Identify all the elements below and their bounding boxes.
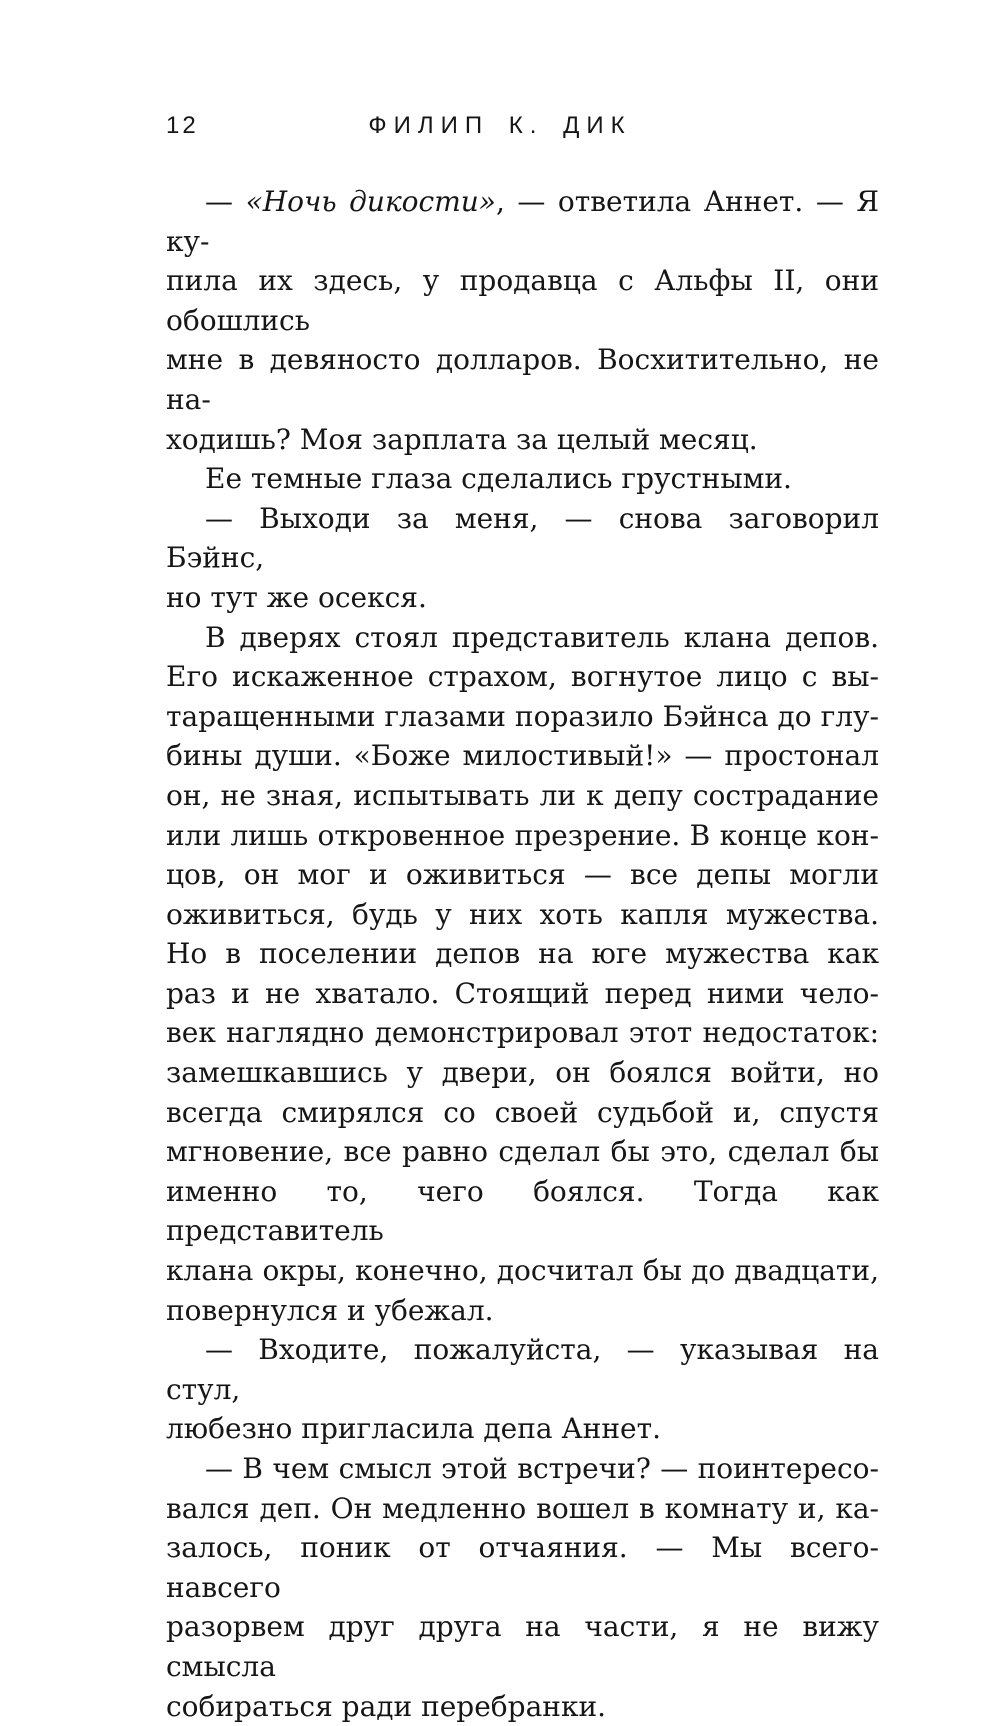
text-line <box>166 261 879 340</box>
text-segment: замешкавшись у двери, он боялся войти, но <box>166 1056 879 1090</box>
paragraph <box>166 618 879 1331</box>
text-segment: , — ответила Аннет. — Я ку- <box>166 185 879 258</box>
text-line <box>166 1489 879 1529</box>
text-segment: клана окры, конечно, досчитал бы до двадцати, <box>166 1254 879 1288</box>
text-segment: залось, поник от отчаяния. — Мы всего-навсего <box>166 1531 879 1604</box>
text-segment: или лишь откровенное презрение. В конце кон- <box>166 818 879 852</box>
text-segment: Его искаженное страхом, вогнутое лицо с вы- <box>166 660 879 694</box>
text-segment: но тут же осекся. <box>166 580 427 614</box>
paragraph <box>166 499 879 618</box>
text-segment: он, не зная, испытывать ли к депу сострадание <box>166 778 879 812</box>
text-segment: — В чем смысл этой встречи? — поинтересо- <box>205 1452 879 1485</box>
text-line <box>166 1172 879 1251</box>
text-segment: Ее темные глаза сделались грустными. <box>205 462 792 496</box>
text-segment: цов, он мог и оживиться — все депы могли <box>166 858 879 892</box>
text-line <box>166 1053 879 1093</box>
text-segment: таращенными глазами поразило Бэйнса до глу- <box>166 699 879 733</box>
paragraph <box>166 1449 879 1726</box>
text-segment: пила их здесь, у продавца с Альфы II, они обошлись <box>166 264 879 337</box>
text-segment: — Входите, пожалуйста, — указывая на стул, <box>166 1333 879 1406</box>
text-segment: В дверях стоял представитель клана депов. <box>205 620 879 654</box>
text-segment: собираться ради перебранки. <box>166 1689 607 1723</box>
text-segment: любезно пригласила депа Аннет. <box>166 1412 661 1446</box>
text-line <box>166 1687 879 1726</box>
text-segment: мгновение, все равно сделал бы это, сделал бы <box>166 1135 879 1169</box>
text-line <box>166 657 879 697</box>
paragraph <box>166 1330 879 1449</box>
text-line <box>166 974 879 1014</box>
text-line <box>166 776 879 816</box>
text-line <box>166 697 879 737</box>
page-number: 12 <box>166 112 199 139</box>
text-block <box>166 182 879 1726</box>
text-line <box>166 1449 879 1489</box>
text-segment: ходишь? Моя зарплата за целый месяц. <box>166 422 758 456</box>
text-segment: Но в поселении депов на юге мужества как <box>166 937 879 971</box>
text-line <box>166 934 879 974</box>
text-line <box>166 855 879 895</box>
text-line <box>166 1251 879 1291</box>
text-segment: раз и не хватало. Стоящий перед ними чело- <box>166 976 879 1010</box>
text-line <box>166 1291 879 1331</box>
text-segment: век наглядно демонстрировал этот недостаток: <box>166 1016 879 1050</box>
paragraph <box>166 459 879 499</box>
text-line <box>166 499 879 578</box>
text-line <box>166 895 879 935</box>
text-line <box>166 1330 879 1409</box>
text-line <box>166 1607 879 1686</box>
text-segment: повернулся и убежал. <box>166 1293 494 1327</box>
text-segment: вался деп. Он медленно вошел в комнату и, ка- <box>166 1491 879 1525</box>
text-segment: — Выходи за меня, — снова заговорил Бэйнс, <box>166 501 879 575</box>
text-segment: именно то, чего боялся. Тогда как представитель <box>166 1174 879 1248</box>
text-line <box>166 1409 879 1449</box>
text-segment: всегда смирялся со своей судьбой и, спустя <box>166 1095 879 1129</box>
text-segment: бины души. «Боже милостивый!» — простонал <box>166 739 879 773</box>
text-line <box>166 816 879 856</box>
paragraph <box>166 182 879 459</box>
text-line <box>166 1132 879 1172</box>
text-line <box>166 340 879 419</box>
text-segment: мне в девяносто долларов. Восхитительно, не на- <box>166 343 879 416</box>
text-line <box>166 420 879 460</box>
text-line <box>166 618 879 658</box>
text-line <box>166 459 879 499</box>
text-line <box>166 578 879 618</box>
text-line <box>166 182 879 261</box>
text-line <box>166 1528 879 1607</box>
text-segment: оживиться, будь у них хоть капля мужества. <box>166 897 879 931</box>
text-segment: разорвем друг друга на части, я не вижу смысла <box>166 1610 879 1683</box>
text-line <box>166 1013 879 1053</box>
italic-text-segment: «Ночь дикости» <box>245 185 496 218</box>
running-title: ФИЛИП К. ДИК <box>368 112 632 139</box>
text-line <box>166 1093 879 1133</box>
text-segment: — <box>205 185 246 218</box>
text-line <box>166 736 879 776</box>
